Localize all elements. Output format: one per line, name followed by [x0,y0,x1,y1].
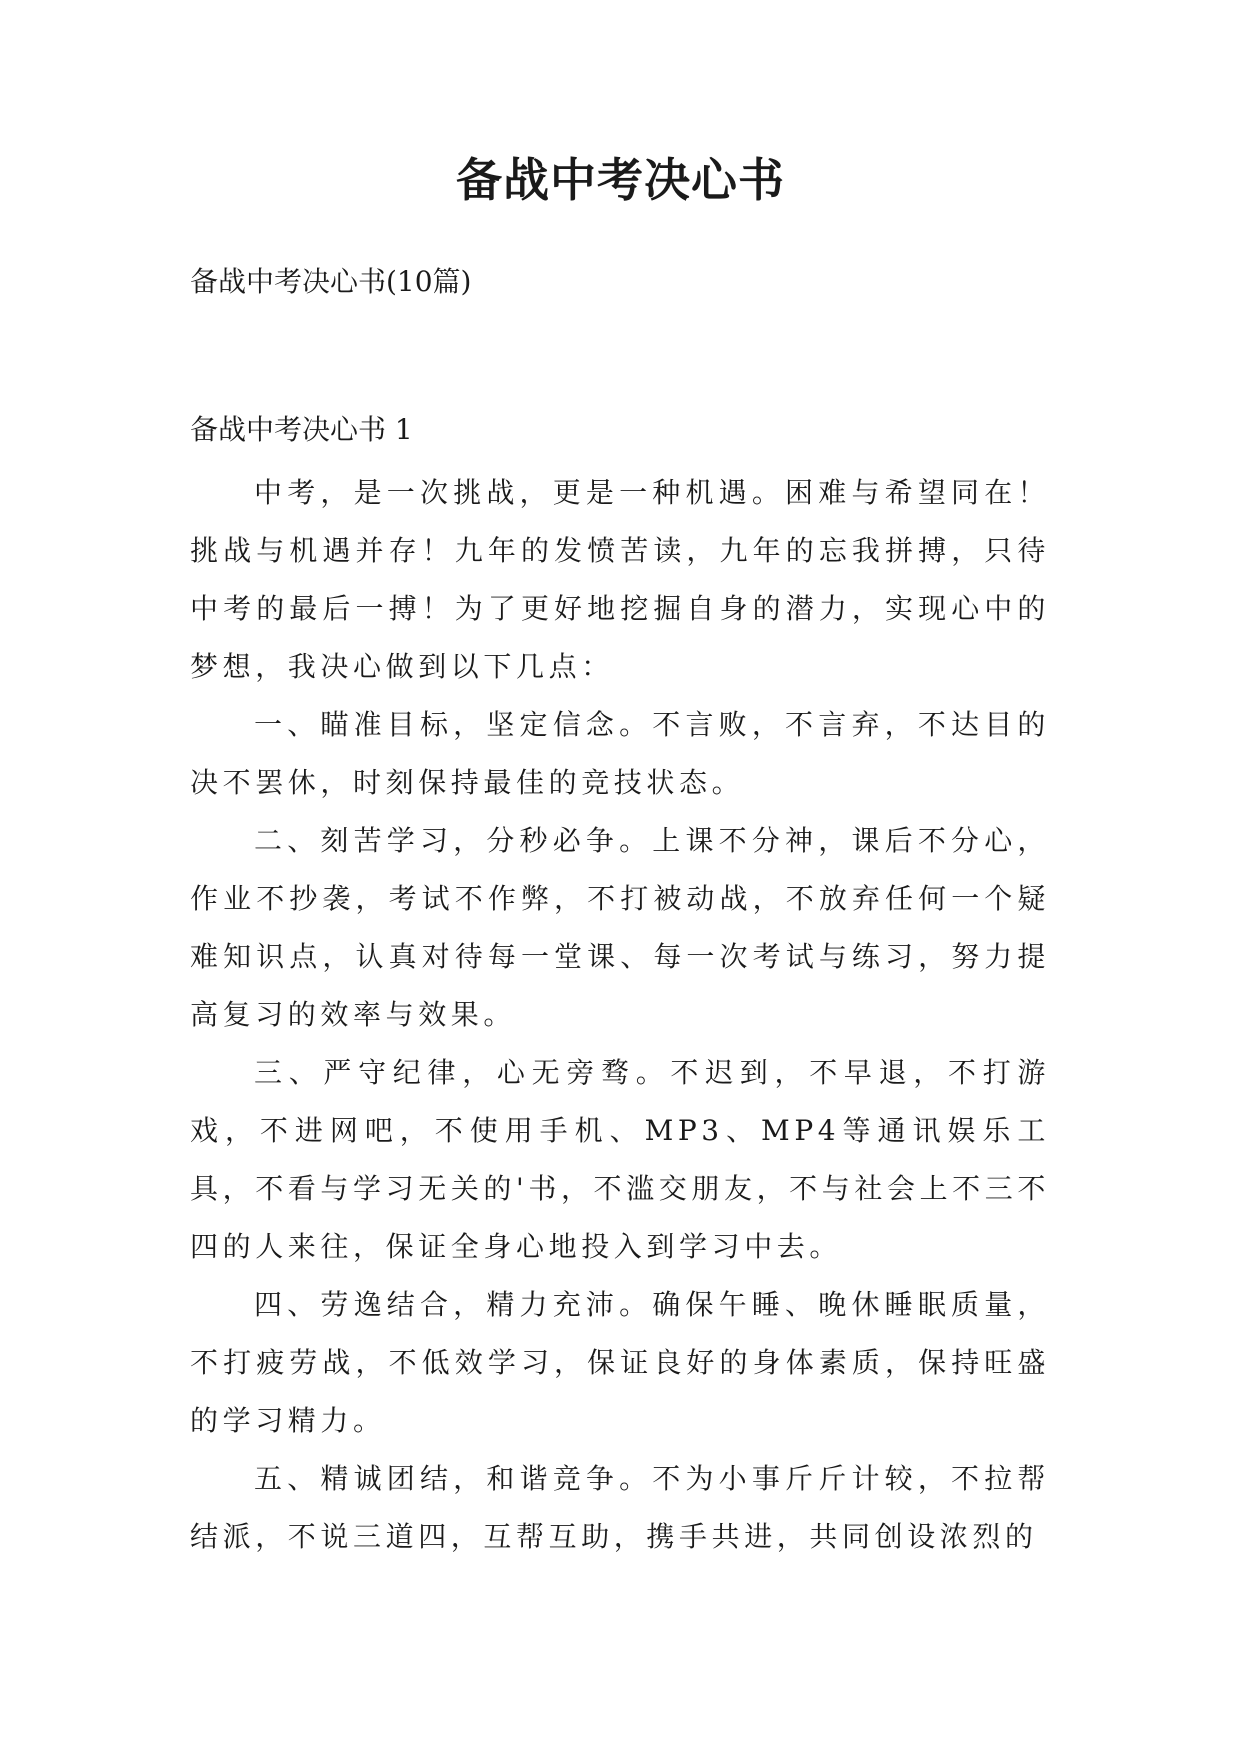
paragraph-point-4: 四、劳逸结合，精力充沛。确保午睡、晚休睡眠质量，不打疲劳战，不低效学习，保证良好的身体素质，保持旺盛的学习精力。 [190,1288,1050,1437]
document-title: 备战中考决心书 [456,153,785,207]
paragraph-point-3: 三、严守纪律，心无旁骛。不迟到，不早退，不打游戏，不进网吧，不使用手机、MP3、MP4等通讯娱乐工具，不看与学习无关的'书，不滥交朋友，不与社会上不三不四的人来往，保证全身心地投入到学习中去。 [190,1056,1050,1263]
paragraph-intro: 中考，是一次挑战，更是一种机遇。困难与希望同在！挑战与机遇并存！九年的发愤苦读，九年的忘我拼搏，只待中考的最后一搏！为了更好地挖掘自身的潜力，实现心中的梦想，我决心做到以下几点： [190,476,1050,683]
body-text [190,464,1050,1566]
document-subtitle: 备战中考决心书(10篇) [190,265,472,298]
paragraph-point-1: 一、瞄准目标，坚定信念。不言败，不言弃，不达目的决不罢休，时刻保持最佳的竞技状态。 [190,708,1050,799]
section-title: 备战中考决心书 1 [190,413,413,446]
paragraph-point-2: 二、刻苦学习，分秒必争。上课不分神，课后不分心，作业不抄袭，考试不作弊，不打被动战，不放弃任何一个疑难知识点，认真对待每一堂课、每一次考试与练习，努力提高复习的效率与效果。 [190,824,1050,1031]
paragraph-point-5: 五、精诚团结，和谐竞争。不为小事斤斤计较，不拉帮结派，不说三道四，互帮互助，携手共进，共同创设浓烈的 [190,1462,1050,1553]
